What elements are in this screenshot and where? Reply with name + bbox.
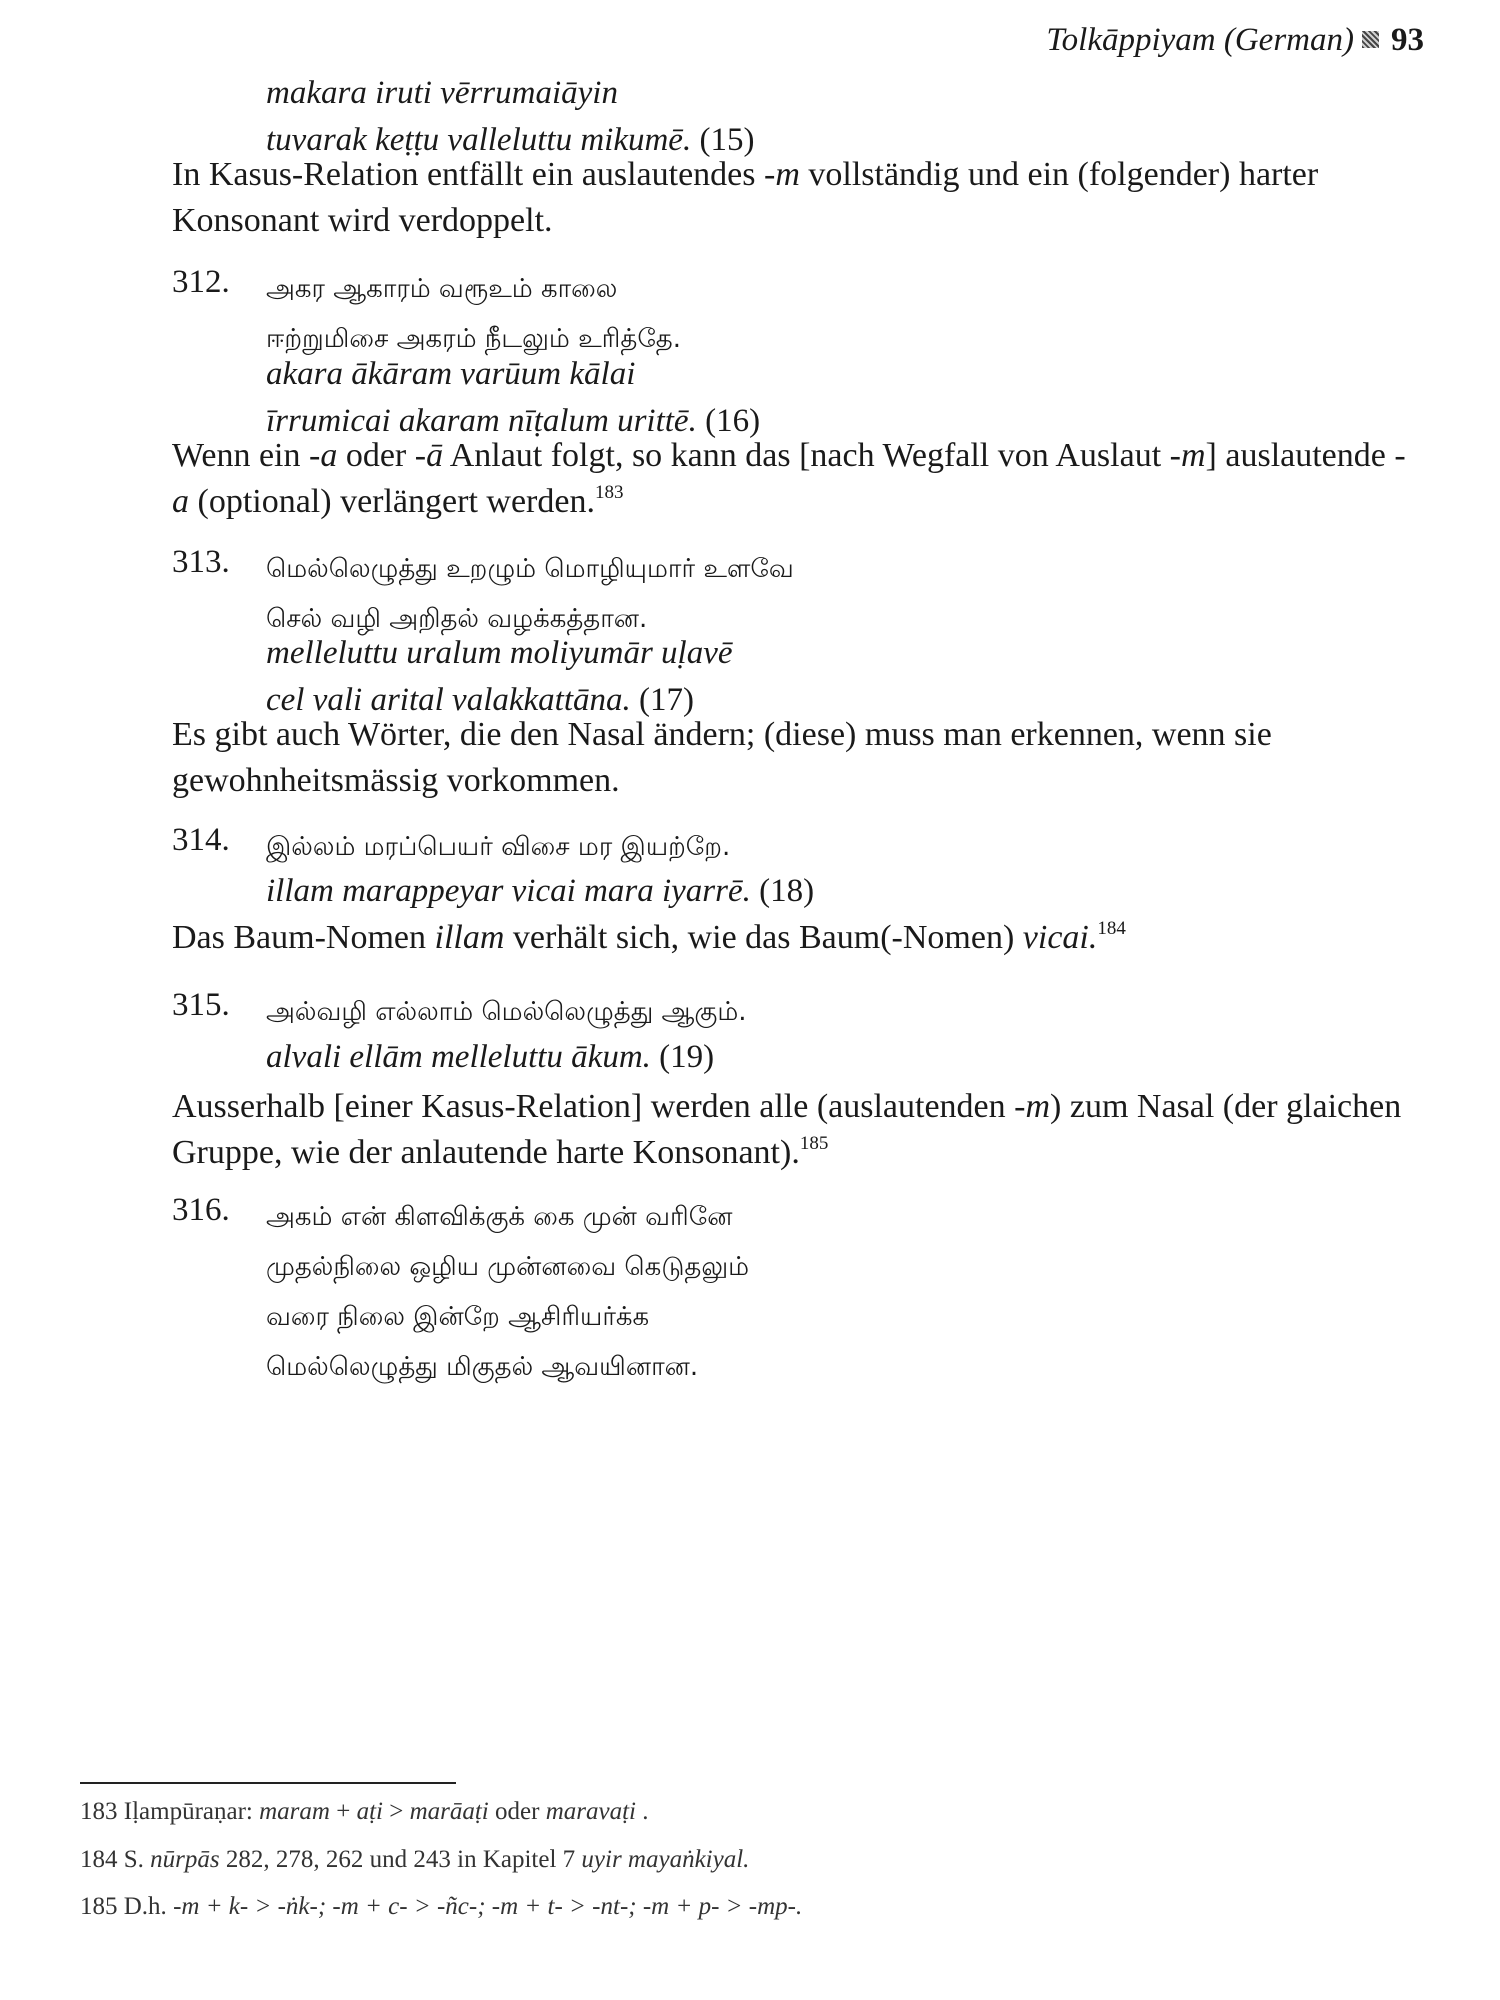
verse-ref: (18) [759,873,815,909]
verse-number: 315. [172,987,230,1023]
translation-18: Das Baum-Nomen illam verhält sich, wie das Baum(-Nomen) vicai.$^{184}$ [172,918,1126,956]
translit-line: makara iruti vērrumaiāyin [266,75,618,111]
translit-line: alvali ellām melleluttu ākum. (19) [266,1039,715,1075]
translit-line: illam marappeyar vicai mara iyarrē. (18) [266,873,815,909]
translation-19: Ausserhalb [einer Kasus-Relation] werden alle (auslautenden -m) zum Nasal (der glaichen Gruppe, wie der anlautende harte Konsonant).$^{185}$ [172,1088,1402,1171]
footnote-ref: 185 [799,1133,829,1154]
transliteration-15 [266,70,754,164]
translit-line: cel vali arital valakkattāna. (17) [266,682,694,718]
tamil-text: அகர ஆகாரம் வரூஉம் காலை ஈற்றுமிசை அகரம் நீடலும் உரித்தே. [266,274,681,354]
translit-line: melleluttu uralum moliyumār uḷavē [266,635,733,671]
verse-number: 314. [172,822,230,858]
header-ornament [1362,31,1379,48]
verse-ref: (15) [699,122,755,158]
transliteration-16 [266,351,760,445]
translit-line: īrrumicai akaram nīṭalum urittē. (16) [266,403,761,439]
verse-ref: (16) [705,403,761,439]
translation-16: Wenn ein -a oder -ā Anlaut folgt, so kann das [nach Wegfall von Auslaut -m] auslautende -a (optional) verlängert werden.$^{183}$ [172,437,1406,520]
transliteration-17 [266,630,733,724]
running-title: Tolkāppiyam (German) [1046,22,1354,58]
page-number: 93 [1391,22,1424,58]
translit-line: tuvarak keṭṭu valleluttu mikumē. (15) [266,122,755,158]
footnote-184: 184 S. nūrpās 282, 278, 262 und 243 in Kapitel 7 uyir mayaṅkiyal. [80,1846,750,1873]
translation-15: In Kasus-Relation entfällt ein auslautendes -m vollständig und ein (folgender) harter Konsonant wird verdoppelt. [172,156,1319,239]
translation-17: Es gibt auch Wörter, die den Nasal ändern; (diese) muss man erkennen, wenn sie gewohnheitsmässig vorkommen. [172,716,1272,799]
tamil-text: அகம் என் கிளவிக்குக் கை முன் வரினே முதல்நிலை ஒழிய முன்னவை கெடுதலும் வரை நிலை இன்றே ஆசிரியர்க்க மெல்லெழுத்து மிகுதல் ஆவயினான. [266,1202,750,1382]
footnote-ref: 184 [1097,918,1126,939]
footnote-185: 185 D.h. -m + k- > -ṅk-; -m + c- > -ñc-; -m + t- > -nt-; -m + p- > -mp-. [80,1893,803,1920]
translit-line: akara ākāram varūum kālai [266,356,636,392]
tamil-text: அல்வழி எல்லாம் மெல்லெழுத்து ஆகும். [266,997,747,1027]
footnote-ref: 183 [594,482,624,503]
running-header [1046,22,1424,59]
transliteration-18 [266,868,814,915]
verse-number: 316. [172,1192,230,1228]
tamil-text: இல்லம் மரப்பெயர் விசை மர இயற்றே. [266,832,731,862]
footnote-rule [80,1782,456,1784]
verse-ref: (17) [639,682,694,718]
verse-number: 312. [172,264,230,300]
verse-ref: (19) [659,1039,715,1075]
transliteration-19 [266,1034,714,1081]
footnote-183: 183 Iḷampūraṇar: maram + aṭi > marāaṭi oder maravaṭi . [80,1798,649,1825]
tamil-text: மெல்லெழுத்து உறழும் மொழியுமார் உளவே செல் வழி அறிதல் வழக்கத்தான. [266,554,794,634]
verse-number: 313. [172,544,230,580]
